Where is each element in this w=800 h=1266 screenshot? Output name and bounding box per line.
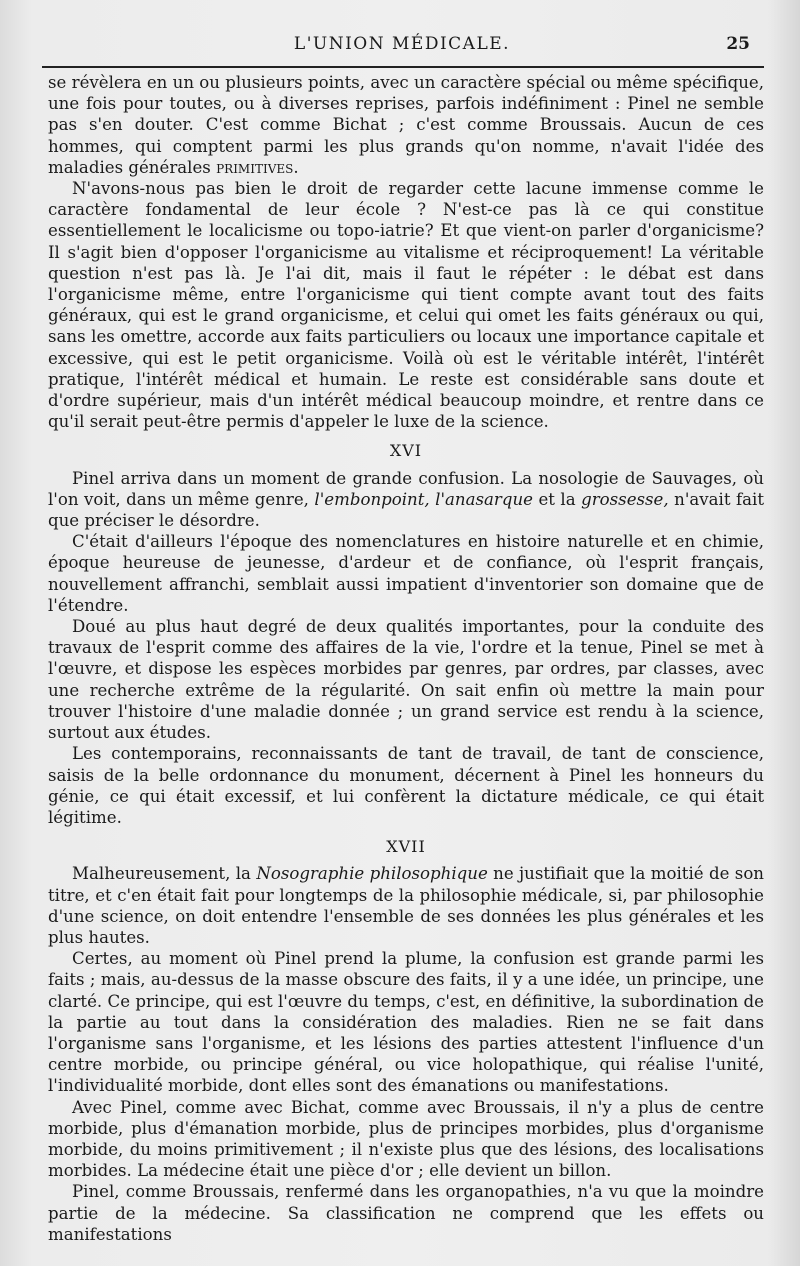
paragraph-text: Malheureusement, la bbox=[72, 864, 257, 884]
paragraph-text: ne justifiait que la moitié de son titre, et c'en était fait pour longtemps de la philosophie médicale, si, par philosophie d'une science, on doit entendre l'ensemble de ses données les plus générales et les plus hautes. bbox=[48, 864, 764, 947]
italic-term: grossesse, bbox=[581, 489, 669, 509]
paragraph-1 bbox=[48, 72, 764, 178]
header-rule bbox=[42, 66, 764, 68]
italic-term: l'embonpoint, bbox=[314, 489, 430, 509]
paragraph-text: se révèlera en un ou plusieurs points, avec un caractère spécial ou même spécifique, une fois pour toutes, ou à diverses reprises, parfois indéfiniment : Pinel ne semble pas s'en douter. C'est comme Bichat ; c'est comme Broussais. Aucun de ces hommes, qui comptent parmi les plus grands qu'on nomme, n'avait l'idée des maladies générales bbox=[48, 73, 764, 177]
paragraph-7 bbox=[48, 863, 764, 948]
paragraph-5: Doué au plus haut degré de deux qualités importantes, pour la conduite des travaux de l'esprit comme des affaires de la vie, l'ordre et la tenue, Pinel se met à l'œuvre, et dispose les espèces morbides par genres, par ordres, par classes, avec une recherche extrême de la régularité. On sait enfin où mettre la main pour trouver l'histoire d'une maladie donnée ; un grand service est rendu à la science, surtout aux études. bbox=[48, 617, 764, 743]
paragraph-4: C'était d'ailleurs l'époque des nomenclatures en histoire naturelle et en chimie, époque heureuse de jeunesse, d'ardeur et de confiance, où l'esprit français, nouvellement affranchi, semblait aussi impatient d'inventorier son domaine que de l'étendre. bbox=[48, 532, 764, 615]
paragraph-text: et la bbox=[532, 489, 582, 509]
italic-title: Nosographie philosophique bbox=[256, 864, 488, 884]
paragraph-6: Les contemporains, reconnaissants de tant de travail, de tant de conscience, saisis de la belle ordonnance du monument, décernent à Pinel les honneurs du génie, ce qui était excessif, et lui confèrent la dictature médicale, ce qui était légitime. bbox=[48, 744, 764, 827]
page-header bbox=[42, 28, 762, 60]
paragraph-8: Certes, au moment où Pinel prend la plume, la confusion est grande parmi les faits ; mais, au-dessus de la masse obscure des faits, il y a une idée, un principe, une clarté. Ce principe, qui est l'œuvre du temps, c'est, en définitive, la subordination de la partie au tout dans la considération des maladies. Rien ne se fait dans l'organisme sans l'organisme, et les lésions des parties attestent l'influence d'un centre morbide, ou principe général, ou vice holopathique, qui réalise l'unité, l'individualité morbide, dont elles sont des émanations ou manifestations. bbox=[48, 949, 764, 1096]
italic-term: l'anasarque bbox=[435, 489, 533, 509]
section-heading-xvi: XVI bbox=[389, 441, 423, 461]
paragraph-2: N'avons-nous pas bien le droit de regarder cette lacune immense comme le caractère fondamental de leur école ? N'est-ce pas là ce qui constitue essentiellement le localicisme ou topo-iatrie? Et que vient-on parler d'organicisme? Il s'agit bien d'opposer l'organicisme au vitalisme et réciproquement! La véritable question n'est pas là. Je l'ai dit, mais il faut le répéter : le débat est dans l'organicisme même, entre l'organicisme qui tient compte avant tout des faits généraux, qui est le grand organicisme, et celui qui omet les faits généraux ou qui, sans les omettre, accorde aux faits particuliers ou locaux une importance capitale et excessive, qui est le petit organicisme. Voilà où est le véritable intérêt, l'intérêt pratique, l'intérêt médical et humain. Le reste est considérable sans doute et d'ordre supérieur, mais d'un intérêt médical beaucoup moindre, et rentre dans ce qu'il serait peut-être permis d'appeler le luxe de la science. bbox=[48, 179, 764, 432]
paragraph-9: Avec Pinel, comme avec Bichat, comme avec Broussais, il n'y a plus de centre morbide, plus d'émanation morbide, plus de principes morbides, plus d'organisme morbide, du moins primitivement ; il n'existe plus que des lésions, des localisations morbides. La médecine était une pièce d'or ; elle devient un billon. bbox=[48, 1097, 764, 1181]
paragraph-text: n'avait fait que préciser le désordre. bbox=[48, 489, 765, 531]
running-title: L'UNION MÉDICALE. bbox=[293, 34, 511, 54]
paragraph-10: Pinel, comme Broussais, renfermé dans les organopathies, n'a vu que la moindre partie de la médecine. Sa classification ne comprend que les effets ou manifestations bbox=[48, 1182, 764, 1244]
paragraph-3 bbox=[48, 468, 764, 532]
paragraph-text: Pinel arriva dans un moment de grande confusion. La nosologie de Sauvages, où l'on voit, dans un même genre, bbox=[48, 468, 764, 509]
page-number: 25 bbox=[726, 34, 750, 54]
section-heading-xvii: XVII bbox=[386, 837, 426, 857]
small-caps-word: primitives. bbox=[216, 157, 299, 177]
article-body bbox=[48, 72, 764, 1245]
